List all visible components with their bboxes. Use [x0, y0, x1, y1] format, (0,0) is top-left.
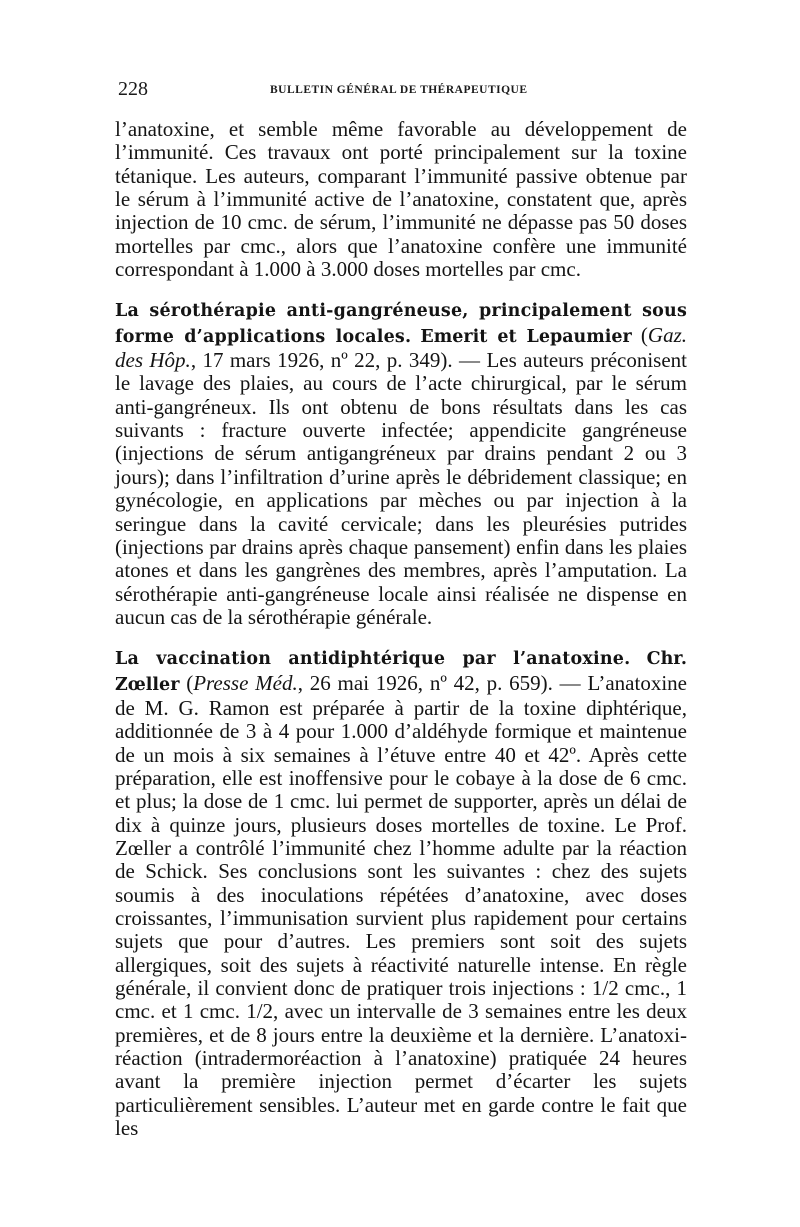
- abstract-authors: Emerit et Lepaumier: [420, 326, 632, 347]
- abstract-text: Les auteurs préconisent le lavage des plaies, au cours de l’acte chirurgical, par le sérum anti-gangréneux. Ils ont obtenu de bons résultats dans les cas suivants : fracture ouverte infectée; appendicite gangréneuse (injections de sérum antigangréneux par drains pendant 2 ou 3 jours); dans l’infiltration d’urine après le débridement classique; en gynécologie, en applications par mèches ou par injection à la seringue dans la cavité cervicale; dans les pleurésies putrides (injections par drains après chaque pansement) enfin dans les plaies atones et dans les gangrènes des membres, après l’amputation. La sérothérapie anti-gangréneuse locale ainsi réalisée ne dispense en aucun cas de la sérothérapie générale.: [115, 348, 688, 629]
- reference-open: (: [179, 670, 194, 695]
- paragraph-continuation: [115, 118, 687, 281]
- reference-details: , 17 mars 1926, nº 22, p. 349). —: [190, 348, 481, 373]
- journal-name: Gaz. des Hôp.: [115, 322, 688, 373]
- running-title: BULLETIN GÉNÉRAL DE THÉRAPEUTIQUE: [270, 84, 528, 96]
- abstract-title: La vaccination antidiphtérique par l’anatoxine.: [115, 649, 631, 670]
- abstract-text: L’anatoxine de M. G. Ramon est préparée à partir de la toxine diphtérique, additionnée de 3 à 4 pour 1.000 d’aldéhyde formique et maintenue de un mois à six semaines à l’étuve entre 40 et 42º. Après cette préparation, elle est inoffensive pour le cobaye à la dose de 6 cmc. et plus; la dose de 1 cmc. lui permet de supporter, après un délai de dix à quinze jours, plusieurs doses mortelles de toxine. Le Prof. Zœller a contrôlé l’immunité chez l’homme adulte par la réaction de Schick. Ses conclusions sont les suivantes : chez des sujets soumis à des inoculations répétées d’anatoxine, avec doses croissantes, l’immunisation survient plus rapidement pour certains sujets que pour d’autres. Les premiers sont soit des sujets allergiques, soit des sujets à réactivité naturelle intense. En règle générale, il convient donc de pratiquer trois injections : 1/2 cmc., 1 cmc. et 1 cmc. 1/2, avec un intervalle de 3 semaines entre les deux premières, et de 8 jours entre la deuxième et la dernière. L’anatoxi-réaction (intradermoréaction à l’anatoxine) pratiquée 24 heures avant la première injection permet d’écarter les sujets particulièrement sensibles. L’auteur met en garde contre le fait que les: [115, 670, 687, 1141]
- abstract-authors: Chr. Zœller: [115, 649, 687, 695]
- abstract-vaccination: [115, 646, 687, 1140]
- article-body: [115, 118, 687, 1140]
- reference-open: (: [631, 322, 648, 347]
- reference-details: , 26 mai 1926, nº 42, p. 659). —: [297, 670, 581, 695]
- paragraph-text: l’anatoxine, et semble même favorable au développement de l’immunité. Ces travaux ont porté principalement sur la toxine tétanique. Les auteurs, comparant l’immunité passive obtenue par le sérum à l’immunité active de l’anatoxine, constatent que, après injection de 10 cmc. de sérum, l’immunité ne dépasse pas 50 doses mortelles par cmc., alors que l’anatoxine confère une immunité correspondant à 1.000 à 3.000 doses mortelles par cmc.: [115, 117, 687, 282]
- abstract-title: La sérothérapie anti-gangréneuse, principalement sous forme d’applications locales.: [115, 301, 687, 347]
- journal-name: Presse Méd.: [193, 670, 298, 695]
- abstract-serotherapie: [115, 298, 687, 629]
- page-number: 228: [118, 78, 148, 100]
- page-header: [118, 78, 683, 102]
